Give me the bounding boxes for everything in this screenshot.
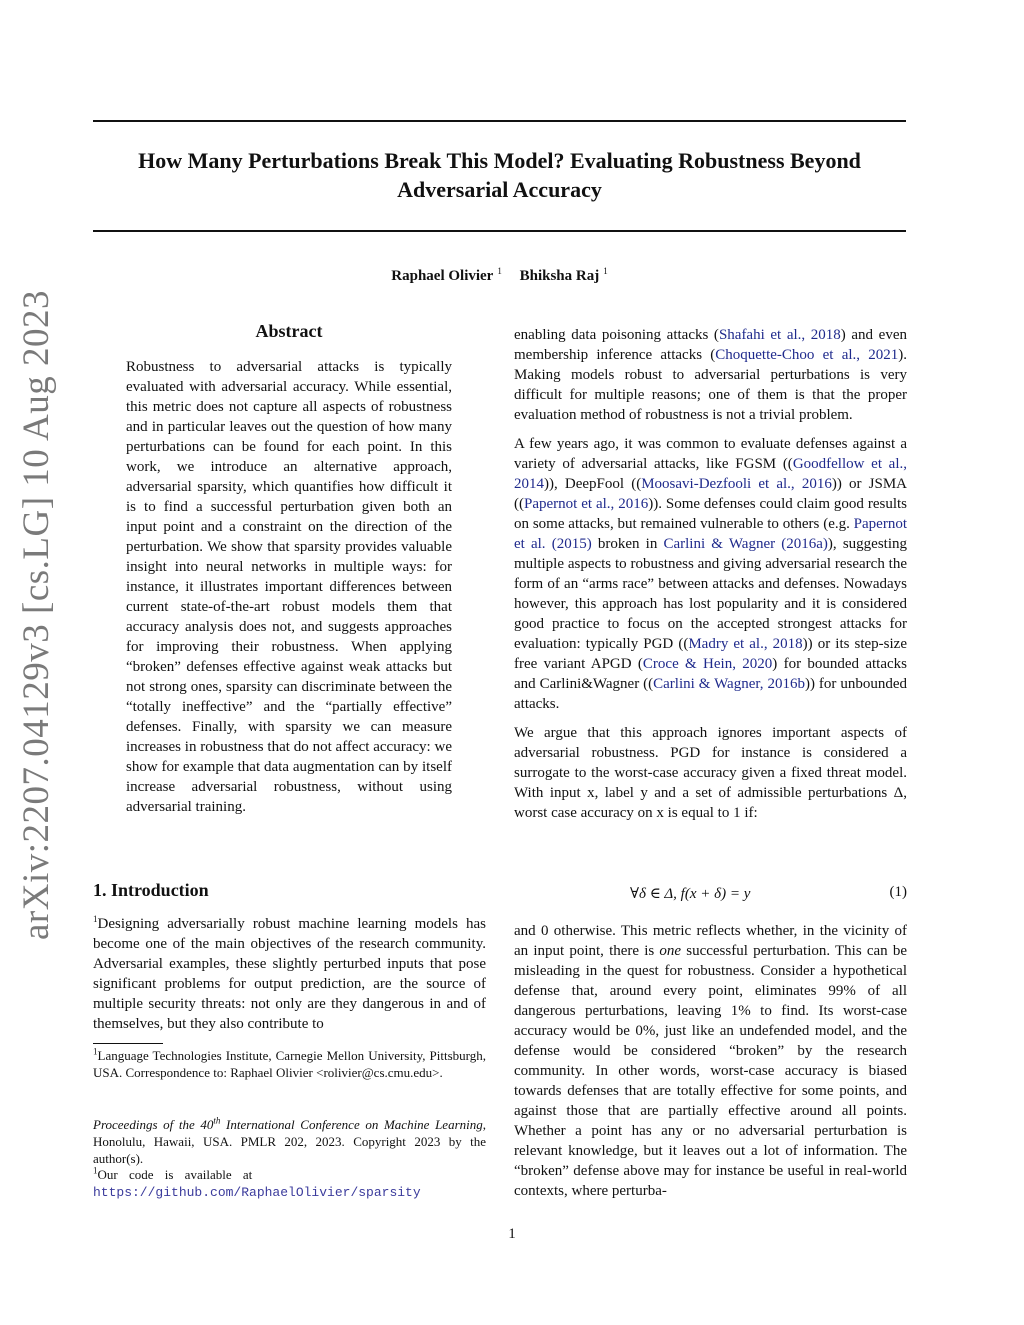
text-run: )) or JSMA (( bbox=[514, 476, 908, 512]
title-rule-bottom bbox=[93, 230, 906, 232]
proceedings-details: , Honolulu, Hawaii, USA. PMLR 202, 2023. Copyright 2023 by the author(s). bbox=[93, 1117, 486, 1166]
author-affiliation-marker: 1 bbox=[603, 266, 608, 276]
abstract-text: Robustness to adversarial attacks is typically evaluated with adversarial accuracy. While essential, this metric does not capture all aspects of robustness and in particular leaves out the question of how many perturbations can be found for each point. In this work, we introduce an alternative approach, adversarial sparsity, which quantifies how difficult it is to find a successful perturbation given both an input point and a constraint on the direction of the perturbation. We show that sparsity provides valuable insight into neural networks in multiple ways: for instance, it illustrates important differences between current state-of-the-art robust models them that accuracy analysis does not, and suggests approaches for improving their robustness. When applying “broken” defenses effective against weak attacks but not strong ones, sparsity can discriminate between the “totally ineffective” and the “partially effective” defenses. Finally, with sparsity we can measure increases in robustness that do not affect accuracy: we show for example that data augmentation can by itself increase adversarial robustness, without using adversarial training. bbox=[126, 359, 452, 815]
citation-link[interactable]: Choquette-Choo et al., 2021 bbox=[715, 347, 899, 363]
paragraph bbox=[514, 921, 907, 1201]
text-run: )), DeepFool (( bbox=[544, 476, 642, 492]
footnote-code-text: Our code is available at bbox=[97, 1167, 253, 1182]
code-repository-link[interactable]: https://github.com/RaphaelOlivier/sparsity bbox=[93, 1185, 421, 1200]
text-run: )). Some defenses could claim good results on some attacks, but remained vulnerable to others (e.g. bbox=[514, 496, 907, 532]
text-run: ). Making models robust to adversarial perturbations is very difficult for multiple reasons; one of them is that the proper evaluation method of robustness is not a trivial problem. bbox=[514, 347, 907, 423]
footnote-marker: 1 bbox=[93, 1165, 98, 1176]
footnote-rule bbox=[93, 1043, 163, 1044]
proceedings-conference: International Conference on Machine Learning bbox=[220, 1117, 483, 1132]
title-rule-top bbox=[93, 120, 906, 122]
text-run: A few years ago, it was common to evaluate defenses against a variety of adversarial attacks, like FGSM (( bbox=[514, 436, 907, 472]
footnote-proceedings bbox=[93, 1116, 486, 1167]
paragraph bbox=[514, 325, 907, 425]
author bbox=[391, 268, 502, 284]
text-run: enabling data poisoning attacks ( bbox=[514, 327, 719, 343]
introduction-text: Designing adversarially robust machine learning models has become one of the main objectives of the research community. Adversarial examples, these slightly perturbed inputs that pose significant problems for output prediction, are the source of multiple security threats: not only are they dangerous in and of themselves, but they also contribute to bbox=[93, 916, 486, 1032]
footnote-marker: 1 bbox=[93, 914, 98, 924]
footnote-code bbox=[93, 1166, 486, 1201]
equation-1 bbox=[514, 884, 907, 904]
author bbox=[520, 268, 608, 284]
page-number: 1 bbox=[508, 1226, 516, 1242]
equation-number: (1) bbox=[889, 884, 907, 900]
footnote-marker: 1 bbox=[93, 1046, 98, 1057]
citation-link[interactable]: Papernot et al. (2015) bbox=[514, 516, 907, 552]
citation-link[interactable]: Shafahi et al., 2018 bbox=[718, 327, 841, 343]
citation-link[interactable]: Carlini & Wagner, 2016b bbox=[653, 676, 805, 692]
footnote-affiliation-text: Language Technologies Institute, Carnegie Mellon University, Pittsburgh, USA. Correspondence to: Raphael Olivier <rolivier@cs.cmu.edu>. bbox=[93, 1048, 486, 1080]
right-column-continued bbox=[514, 921, 907, 1210]
author-name: Raphael Olivier bbox=[391, 268, 494, 284]
right-column bbox=[514, 325, 907, 832]
text-run: )) for unbounded attacks. bbox=[514, 676, 907, 712]
section-heading-introduction: 1. Introduction bbox=[93, 880, 209, 900]
text-run: broken in bbox=[591, 536, 664, 552]
text-run: ) and even membership inference attacks ( bbox=[514, 327, 907, 363]
citation-link[interactable]: Croce & Hein, 2020 bbox=[642, 656, 773, 672]
author-affiliation-marker: 1 bbox=[497, 266, 502, 276]
emphasis: one bbox=[659, 943, 682, 959]
citation-link[interactable]: Madry et al., 2018 bbox=[688, 636, 803, 652]
author-name: Bhiksha Raj bbox=[519, 268, 600, 284]
paragraph bbox=[514, 434, 907, 714]
citation-link[interactable]: Goodfellow et al., 2014 bbox=[514, 456, 907, 492]
paper-title: How Many Perturbations Break This Model? Evaluating Robustness Beyond Adversarial Accuracy bbox=[138, 148, 861, 202]
footnote-affiliation bbox=[93, 1047, 486, 1081]
proceedings-venue: Proceedings of the 40 bbox=[93, 1117, 214, 1132]
arxiv-watermark: arXiv:2207.04129v3 [cs.LG] 10 Aug 2023 bbox=[16, 290, 57, 940]
citation-link[interactable]: Papernot et al., 2016 bbox=[524, 496, 649, 512]
citation-link[interactable]: Moosavi-Dezfooli et al., 2016 bbox=[641, 476, 832, 492]
proceedings-ordinal: th bbox=[213, 1115, 221, 1126]
text-run: successful perturbation. This can be misleading in the quest for robustness. Consider a hypothetical defense that, around every point, eliminates 99% of all dangerous perturbations, leaving 1% to find. Its worst-case accuracy would be 0%, just like an undefended model, and the defense would be considered “broken” by the research community. In other words, worst-case accuracy is biased towards defenses that are totally effective for some points, and against those that are partially effective around all points. Whether a point has any or no adversarial perturbation is relevant knowledge, but it leaves out a lot of information. The “broken” defense above may for instance be useful in real-world contexts, where perturba- bbox=[514, 943, 907, 1199]
text-run: ) for bounded attacks and Carlini&Wagner (( bbox=[514, 656, 908, 692]
text-run: and 0 otherwise. This metric reflects whether, in the vicinity of an input point, there is bbox=[514, 923, 907, 959]
text-run: ), suggesting multiple aspects to robustness and giving adversarial research the form of an “arms race” between attacks and defenses. Nowadays however, this approach has lost popularity and it is considered good practice to focus on the accepted strongest attacks for evaluation: typically PGD (( bbox=[514, 536, 907, 652]
citation-link[interactable]: Carlini & Wagner (2016a) bbox=[663, 536, 828, 552]
paragraph: We argue that this approach ignores important aspects of adversarial robustness. PGD for instance is considered a surrogate to the worst-case accuracy given a fixed threat model. With input x, label y and a set of admissible perturbations Δ, worst case accuracy on x is equal to 1 if: bbox=[514, 725, 907, 821]
text-run: )) or its step-size free variant APGD ( bbox=[514, 636, 908, 672]
author-list bbox=[93, 266, 906, 285]
introduction-paragraph bbox=[93, 914, 486, 1034]
equation-body: ∀δ ∈ Δ, f(x + δ) = y bbox=[630, 886, 751, 902]
abstract-heading: Abstract bbox=[255, 321, 323, 341]
